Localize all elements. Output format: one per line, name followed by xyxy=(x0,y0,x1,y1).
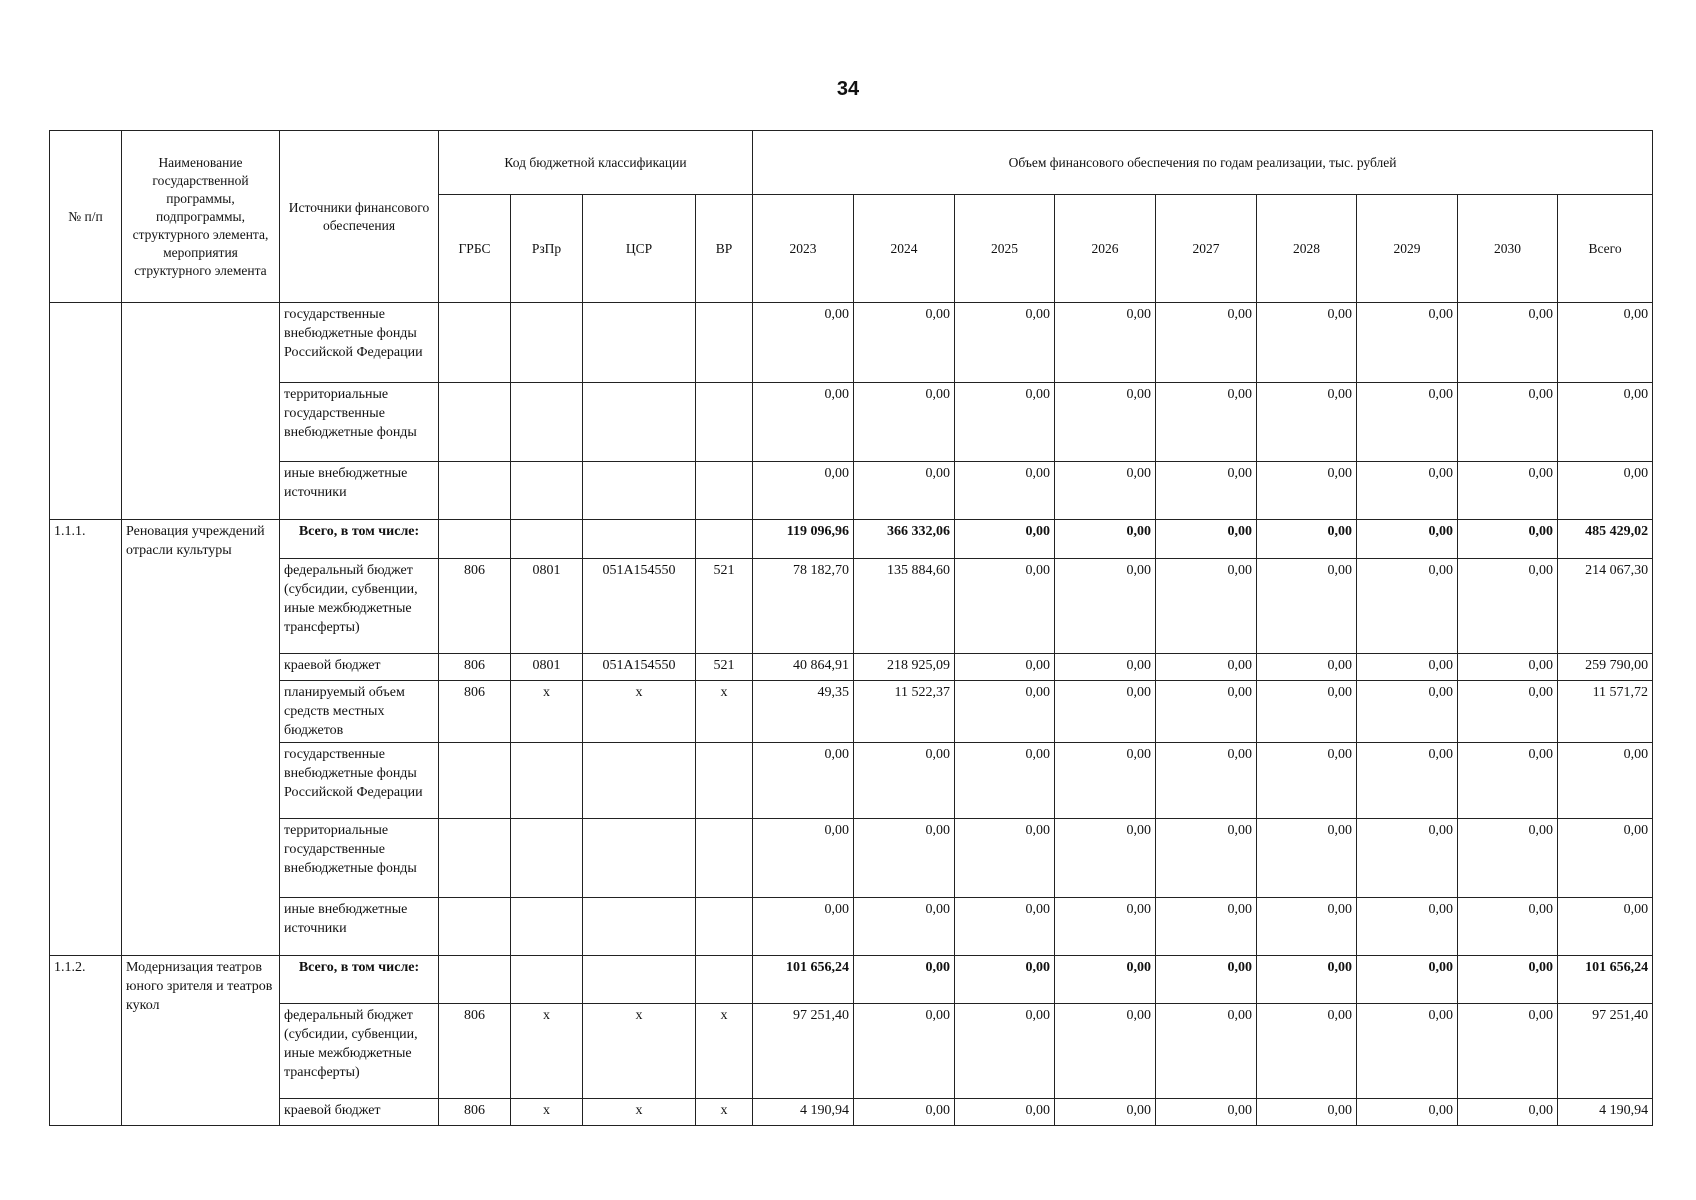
row-index: 1.1.1. xyxy=(50,520,122,956)
value-2028: 0,00 xyxy=(1257,681,1357,743)
value-2028: 0,00 xyxy=(1257,559,1357,654)
header-year-2026: 2026 xyxy=(1055,195,1156,303)
code-grbs xyxy=(439,303,511,383)
row-source: краевой бюджет xyxy=(280,654,439,681)
value-2026: 0,00 xyxy=(1055,956,1156,1004)
value-2028: 0,00 xyxy=(1257,383,1357,462)
header-code-rzpr: РзПр xyxy=(511,195,583,303)
code-grbs xyxy=(439,898,511,956)
value-2028: 0,00 xyxy=(1257,303,1357,383)
value-2023: 49,35 xyxy=(753,681,854,743)
value-2025: 0,00 xyxy=(955,383,1055,462)
code-vr: 521 xyxy=(696,559,753,654)
value-2023: 4 190,94 xyxy=(753,1099,854,1126)
header-year-2025: 2025 xyxy=(955,195,1055,303)
value-2030: 0,00 xyxy=(1458,303,1558,383)
value-2024: 0,00 xyxy=(854,743,955,819)
value-2025: 0,00 xyxy=(955,743,1055,819)
header-year-2028: 2028 xyxy=(1257,195,1357,303)
value-2026: 0,00 xyxy=(1055,303,1156,383)
code-vr xyxy=(696,819,753,898)
value-2030: 0,00 xyxy=(1458,681,1558,743)
table-row xyxy=(50,1099,1653,1126)
value-total: 97 251,40 xyxy=(1558,1004,1653,1099)
value-2026: 0,00 xyxy=(1055,819,1156,898)
value-2029: 0,00 xyxy=(1357,1099,1458,1126)
code-csr xyxy=(583,898,696,956)
code-grbs xyxy=(439,743,511,819)
table-row xyxy=(50,462,1653,520)
value-2024: 135 884,60 xyxy=(854,559,955,654)
code-grbs xyxy=(439,819,511,898)
value-2029: 0,00 xyxy=(1357,303,1458,383)
budget-table xyxy=(49,130,1653,1126)
value-2025: 0,00 xyxy=(955,654,1055,681)
code-vr xyxy=(696,743,753,819)
value-2030: 0,00 xyxy=(1458,383,1558,462)
value-2026: 0,00 xyxy=(1055,559,1156,654)
value-2029: 0,00 xyxy=(1357,654,1458,681)
value-2029: 0,00 xyxy=(1357,462,1458,520)
value-2030: 0,00 xyxy=(1458,654,1558,681)
row-program-name: Модернизация театров юного зрителя и театров кукол xyxy=(122,956,280,1126)
table-row xyxy=(50,898,1653,956)
value-2027: 0,00 xyxy=(1156,898,1257,956)
value-2026: 0,00 xyxy=(1055,654,1156,681)
header-code-vr: ВР xyxy=(696,195,753,303)
value-2024: 0,00 xyxy=(854,462,955,520)
value-total: 101 656,24 xyxy=(1558,956,1653,1004)
row-index: 1.1.2. xyxy=(50,956,122,1126)
table-row xyxy=(50,819,1653,898)
page-number: 34 xyxy=(836,78,860,100)
code-rzpr xyxy=(511,520,583,559)
value-total: 0,00 xyxy=(1558,383,1653,462)
code-csr: 051A154550 xyxy=(583,559,696,654)
value-total: 259 790,00 xyxy=(1558,654,1653,681)
value-total: 11 571,72 xyxy=(1558,681,1653,743)
value-total: 485 429,02 xyxy=(1558,520,1653,559)
value-2023: 0,00 xyxy=(753,383,854,462)
code-csr xyxy=(583,520,696,559)
value-2025: 0,00 xyxy=(955,898,1055,956)
code-rzpr: 0801 xyxy=(511,559,583,654)
row-source: территориальные государственные внебюджетные фонды xyxy=(280,383,439,462)
value-2023: 0,00 xyxy=(753,743,854,819)
value-2029: 0,00 xyxy=(1357,520,1458,559)
value-2024: 366 332,06 xyxy=(854,520,955,559)
value-2023: 40 864,91 xyxy=(753,654,854,681)
value-2024: 0,00 xyxy=(854,303,955,383)
header-year-2023: 2023 xyxy=(753,195,854,303)
value-2027: 0,00 xyxy=(1156,520,1257,559)
value-2027: 0,00 xyxy=(1156,743,1257,819)
value-2027: 0,00 xyxy=(1156,1004,1257,1099)
code-rzpr xyxy=(511,462,583,520)
code-grbs: 806 xyxy=(439,1099,511,1126)
value-2030: 0,00 xyxy=(1458,898,1558,956)
row-source: федеральный бюджет (субсидии, субвенции, иные межбюджетные трансферты) xyxy=(280,1004,439,1099)
value-2030: 0,00 xyxy=(1458,559,1558,654)
value-2030: 0,00 xyxy=(1458,520,1558,559)
row-index xyxy=(50,303,122,520)
value-2028: 0,00 xyxy=(1257,462,1357,520)
value-2027: 0,00 xyxy=(1156,1099,1257,1126)
value-2024: 11 522,37 xyxy=(854,681,955,743)
code-rzpr xyxy=(511,303,583,383)
value-2026: 0,00 xyxy=(1055,462,1156,520)
value-2029: 0,00 xyxy=(1357,559,1458,654)
code-csr xyxy=(583,462,696,520)
row-source: государственные внебюджетные фонды Российской Федерации xyxy=(280,303,439,383)
table-row xyxy=(50,520,1653,559)
row-source: краевой бюджет xyxy=(280,1099,439,1126)
code-vr xyxy=(696,520,753,559)
code-vr xyxy=(696,303,753,383)
code-csr: 051A154550 xyxy=(583,654,696,681)
value-2027: 0,00 xyxy=(1156,681,1257,743)
value-2026: 0,00 xyxy=(1055,681,1156,743)
value-2023: 0,00 xyxy=(753,898,854,956)
code-grbs xyxy=(439,383,511,462)
value-total: 0,00 xyxy=(1558,898,1653,956)
value-2023: 119 096,96 xyxy=(753,520,854,559)
code-csr: x xyxy=(583,1099,696,1126)
value-2024: 0,00 xyxy=(854,898,955,956)
row-program-name xyxy=(122,303,280,520)
code-grbs xyxy=(439,956,511,1004)
value-2027: 0,00 xyxy=(1156,383,1257,462)
value-2024: 0,00 xyxy=(854,383,955,462)
value-2029: 0,00 xyxy=(1357,819,1458,898)
code-grbs xyxy=(439,520,511,559)
row-source: Всего, в том числе: xyxy=(280,956,439,1004)
code-rzpr: x xyxy=(511,1004,583,1099)
code-grbs: 806 xyxy=(439,559,511,654)
value-2027: 0,00 xyxy=(1156,654,1257,681)
row-program-name: Реновация учреждений отрасли культуры xyxy=(122,520,280,956)
code-rzpr: x xyxy=(511,1099,583,1126)
value-2029: 0,00 xyxy=(1357,743,1458,819)
value-2025: 0,00 xyxy=(955,303,1055,383)
value-2030: 0,00 xyxy=(1458,743,1558,819)
code-vr: 521 xyxy=(696,654,753,681)
code-grbs: 806 xyxy=(439,1004,511,1099)
code-rzpr xyxy=(511,743,583,819)
table-row xyxy=(50,303,1653,383)
value-2026: 0,00 xyxy=(1055,520,1156,559)
table-row xyxy=(50,654,1653,681)
header-total: Всего xyxy=(1558,195,1653,303)
value-2024: 0,00 xyxy=(854,1099,955,1126)
value-2026: 0,00 xyxy=(1055,743,1156,819)
value-2029: 0,00 xyxy=(1357,898,1458,956)
code-csr: x xyxy=(583,1004,696,1099)
value-2028: 0,00 xyxy=(1257,819,1357,898)
value-2026: 0,00 xyxy=(1055,898,1156,956)
code-grbs: 806 xyxy=(439,654,511,681)
value-2028: 0,00 xyxy=(1257,520,1357,559)
value-2028: 0,00 xyxy=(1257,743,1357,819)
value-total: 0,00 xyxy=(1558,743,1653,819)
value-2026: 0,00 xyxy=(1055,1004,1156,1099)
value-2023: 0,00 xyxy=(753,462,854,520)
value-total: 0,00 xyxy=(1558,462,1653,520)
value-2025: 0,00 xyxy=(955,681,1055,743)
value-2028: 0,00 xyxy=(1257,1099,1357,1126)
value-2024: 0,00 xyxy=(854,956,955,1004)
table-row xyxy=(50,559,1653,654)
value-2025: 0,00 xyxy=(955,1004,1055,1099)
row-source: Всего, в том числе: xyxy=(280,520,439,559)
value-2029: 0,00 xyxy=(1357,383,1458,462)
header-year-2027: 2027 xyxy=(1156,195,1257,303)
value-2030: 0,00 xyxy=(1458,1099,1558,1126)
code-rzpr xyxy=(511,898,583,956)
value-2028: 0,00 xyxy=(1257,898,1357,956)
value-2023: 78 182,70 xyxy=(753,559,854,654)
code-csr xyxy=(583,303,696,383)
value-2027: 0,00 xyxy=(1156,559,1257,654)
value-2025: 0,00 xyxy=(955,520,1055,559)
value-2024: 0,00 xyxy=(854,1004,955,1099)
value-2030: 0,00 xyxy=(1458,956,1558,1004)
table-body xyxy=(50,303,1653,1126)
value-2028: 0,00 xyxy=(1257,956,1357,1004)
value-total: 214 067,30 xyxy=(1558,559,1653,654)
row-source: государственные внебюджетные фонды Российской Федерации xyxy=(280,743,439,819)
value-2028: 0,00 xyxy=(1257,1004,1357,1099)
code-rzpr xyxy=(511,819,583,898)
header-code-grbs: ГРБС xyxy=(439,195,511,303)
value-2024: 0,00 xyxy=(854,819,955,898)
code-vr xyxy=(696,956,753,1004)
value-2027: 0,00 xyxy=(1156,956,1257,1004)
header-year-2030: 2030 xyxy=(1458,195,1558,303)
value-2030: 0,00 xyxy=(1458,462,1558,520)
header-year-2029: 2029 xyxy=(1357,195,1458,303)
value-2023: 0,00 xyxy=(753,303,854,383)
table-row xyxy=(50,743,1653,819)
code-vr xyxy=(696,383,753,462)
header-index: № п/п xyxy=(50,131,122,303)
header-code-csr: ЦСР xyxy=(583,195,696,303)
table-row xyxy=(50,383,1653,462)
value-2030: 0,00 xyxy=(1458,819,1558,898)
value-2030: 0,00 xyxy=(1458,1004,1558,1099)
value-2028: 0,00 xyxy=(1257,654,1357,681)
header-sources: Источники финансового обеспечения xyxy=(280,131,439,303)
value-2023: 101 656,24 xyxy=(753,956,854,1004)
value-2023: 97 251,40 xyxy=(753,1004,854,1099)
code-csr xyxy=(583,956,696,1004)
value-2029: 0,00 xyxy=(1357,1004,1458,1099)
code-vr: x xyxy=(696,1099,753,1126)
row-source: территориальные государственные внебюджетные фонды xyxy=(280,819,439,898)
table-row xyxy=(50,1004,1653,1099)
code-vr: x xyxy=(696,681,753,743)
row-source: иные внебюджетные источники xyxy=(280,462,439,520)
value-2026: 0,00 xyxy=(1055,1099,1156,1126)
value-2027: 0,00 xyxy=(1156,303,1257,383)
value-2029: 0,00 xyxy=(1357,956,1458,1004)
header-year-2024: 2024 xyxy=(854,195,955,303)
row-source: федеральный бюджет (субсидии, субвенции, иные межбюджетные трансферты) xyxy=(280,559,439,654)
header-volume-group: Объем финансового обеспечения по годам реализации, тыс. рублей xyxy=(753,131,1653,195)
code-csr xyxy=(583,743,696,819)
value-2029: 0,00 xyxy=(1357,681,1458,743)
code-vr xyxy=(696,898,753,956)
value-2027: 0,00 xyxy=(1156,819,1257,898)
value-2024: 218 925,09 xyxy=(854,654,955,681)
row-source: планируемый объем средств местных бюджетов xyxy=(280,681,439,743)
value-total: 0,00 xyxy=(1558,819,1653,898)
code-rzpr: 0801 xyxy=(511,654,583,681)
value-2025: 0,00 xyxy=(955,956,1055,1004)
value-2023: 0,00 xyxy=(753,819,854,898)
header-code-group: Код бюджетной классификации xyxy=(439,131,753,195)
value-2025: 0,00 xyxy=(955,462,1055,520)
value-2025: 0,00 xyxy=(955,819,1055,898)
code-vr: x xyxy=(696,1004,753,1099)
code-rzpr: x xyxy=(511,681,583,743)
table-row xyxy=(50,956,1653,1004)
code-vr xyxy=(696,462,753,520)
header-row-top xyxy=(50,131,1653,195)
row-source: иные внебюджетные источники xyxy=(280,898,439,956)
code-csr xyxy=(583,819,696,898)
code-rzpr xyxy=(511,956,583,1004)
value-total: 4 190,94 xyxy=(1558,1099,1653,1126)
value-2025: 0,00 xyxy=(955,1099,1055,1126)
code-csr xyxy=(583,383,696,462)
value-total: 0,00 xyxy=(1558,303,1653,383)
header-name: Наименование государственной программы, подпрограммы, структурного элемента, мероприятия структурного элемента xyxy=(122,131,280,303)
code-csr: x xyxy=(583,681,696,743)
code-grbs xyxy=(439,462,511,520)
value-2026: 0,00 xyxy=(1055,383,1156,462)
value-2027: 0,00 xyxy=(1156,462,1257,520)
value-2025: 0,00 xyxy=(955,559,1055,654)
table-row xyxy=(50,681,1653,743)
code-rzpr xyxy=(511,383,583,462)
code-grbs: 806 xyxy=(439,681,511,743)
